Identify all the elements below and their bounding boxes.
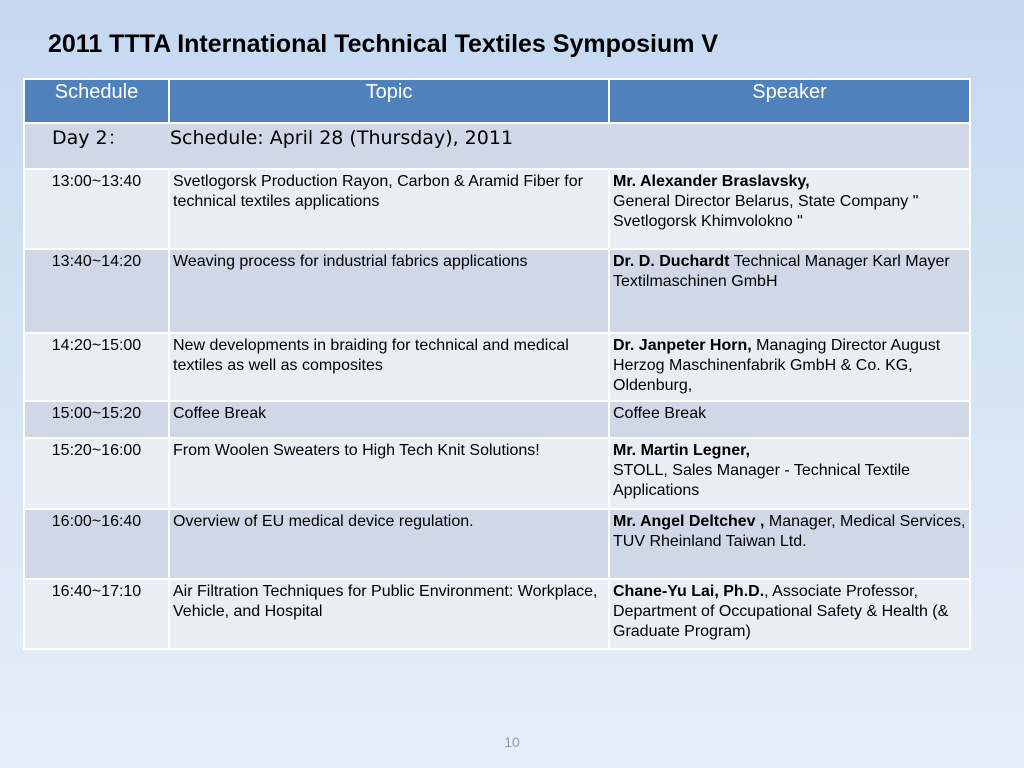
speaker-cell [609, 333, 970, 401]
speaker-detail: General Director Belarus, State Company " Svetlogorsk Khimvolokno " [613, 193, 919, 230]
table-row [24, 169, 970, 249]
header-schedule: Schedule [24, 79, 169, 123]
table-row [24, 509, 970, 579]
speaker-name: Chane-Yu Lai, Ph.D. [613, 583, 765, 600]
header-topic: Topic [169, 79, 609, 123]
time-cell: 16:40~17:10 [24, 579, 169, 649]
speaker-detail: Technical Manager Karl Mayer Textilmaschinen GmbH [613, 253, 950, 290]
speaker-name: Dr. D. Duchardt [613, 253, 730, 270]
page-number: 10 [504, 734, 520, 750]
time-cell: 14:20~15:00 [24, 333, 169, 401]
topic-cell: New developments in braiding for technical and medical textiles as well as composites [169, 333, 609, 401]
speaker-detail: STOLL, Sales Manager - Technical Textile Applications [613, 462, 911, 499]
time-cell: 15:20~16:00 [24, 438, 169, 509]
speaker-cell [609, 169, 970, 249]
day-row [24, 123, 970, 169]
table-row [24, 579, 970, 649]
topic-cell: Overview of EU medical device regulation. [169, 509, 609, 579]
speaker-name: Mr. Martin Legner, [613, 442, 750, 459]
header-speaker: Speaker [609, 79, 970, 123]
day-cell [24, 123, 970, 169]
table-row [24, 333, 970, 401]
speaker-name: Mr. Angel Deltchev , [613, 513, 765, 530]
speaker-cell: Coffee Break [609, 401, 970, 438]
topic-cell: Coffee Break [169, 401, 609, 438]
header-row [24, 79, 970, 123]
speaker-cell [609, 249, 970, 333]
day-date: Schedule: April 28 (Thursday), 2011 [170, 127, 514, 149]
speaker-cell [609, 509, 970, 579]
time-cell: 16:00~16:40 [24, 509, 169, 579]
time-cell: 13:00~13:40 [24, 169, 169, 249]
speaker-name: Dr. Janpeter Horn, [613, 337, 752, 354]
topic-cell: From Woolen Sweaters to High Tech Knit Solutions! [169, 438, 609, 509]
speaker-cell [609, 579, 970, 649]
table-row [24, 249, 970, 333]
time-cell: 15:00~15:20 [24, 401, 169, 438]
speaker-detail: , Associate Professor, Department of Occupational Safety & Health (& Graduate Program) [613, 583, 949, 640]
slide-title: 2011 TTTA International Technical Textiles Symposium V [48, 30, 719, 58]
topic-cell: Air Filtration Techniques for Public Environment: Workplace, Vehicle, and Hospital [169, 579, 609, 649]
table-row [24, 401, 970, 438]
day-label: Day 2： [52, 127, 127, 149]
table-row [24, 438, 970, 509]
topic-cell: Svetlogorsk Production Rayon, Carbon & Aramid Fiber for technical textiles applications [169, 169, 609, 249]
schedule-table [23, 78, 971, 650]
speaker-cell [609, 438, 970, 509]
time-cell: 13:40~14:20 [24, 249, 169, 333]
speaker-detail: Managing Director August Herzog Maschinenfabrik GmbH & Co. KG, Oldenburg, [613, 337, 941, 394]
speaker-detail: Manager, Medical Services, TUV Rheinland Taiwan Ltd. [613, 513, 966, 550]
speaker-name: Mr. Alexander Braslavsky, [613, 173, 810, 190]
topic-cell: Weaving process for industrial fabrics applications [169, 249, 609, 333]
